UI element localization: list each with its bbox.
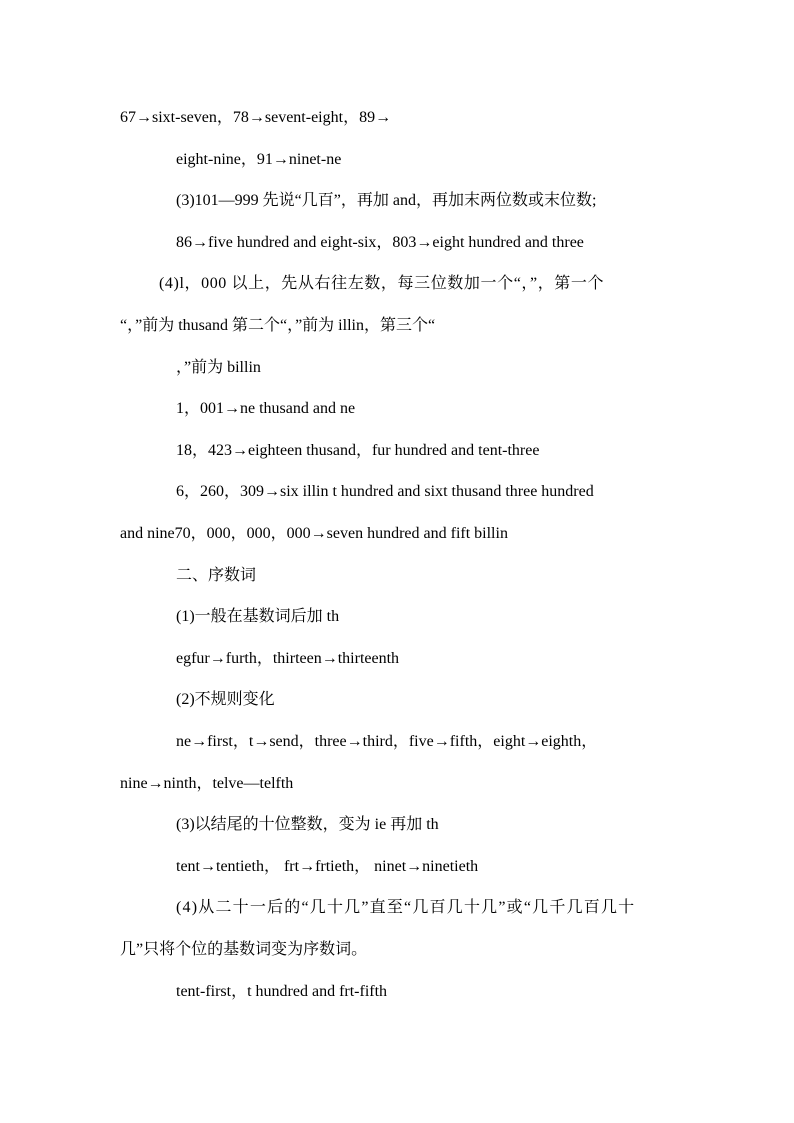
text-line-ordinal-rule-2: (2)不规则变化 (176, 691, 275, 708)
text-line-hundreds-examples: 86→five hundred and eight-six，803→eight hundred and three (176, 234, 584, 251)
text-line-ordinal-rule-3: (3)以结尾的十位整数，变为 ie 再加 th (176, 816, 439, 833)
section-heading-ordinals: 二、序数词 (176, 567, 257, 584)
text-line-eighteen-thousand-example: 18，423→eighteen thusand，fur hundred and tent-three (176, 442, 540, 459)
text-line-irregular-examples-2: nine→ninth，telve—telfth (120, 775, 294, 792)
text-line-ordinal-rule-1: (1)一般在基数词后加 th (176, 608, 340, 625)
text-line-tens-ordinal-examples: tent→tentieth， frt→frtieth， ninet→ninetieth (176, 858, 479, 875)
text-line-cardinal-examples-2: eight-nine，91→ninet-ne (176, 151, 342, 168)
text-line-ordinal-rule-4: (4)从二十一后的“几十几”直至“几百几十几”或“几千几百几十 (176, 899, 636, 916)
text-line-thousand-example: 1，001→ne thusand and ne (176, 400, 356, 417)
text-line-rule-3-hundreds: (3)101—999 先说“几百”，再加 and，再加末两位数或末位数; (176, 192, 597, 209)
text-line-million-example: 6，260，309→six illin t hundred and sixt thusand three hundred (176, 483, 594, 500)
text-line-ordinal-rule-1-example: egfur→furth，thirteen→thirteenth (176, 650, 400, 667)
text-line-cardinal-examples-1: 67→sixt-seven，78→sevent-eight，89→ (120, 109, 392, 126)
text-line-rule-4-continued: “，”前为 thusand 第二个“，”前为 illin，第三个“ (120, 317, 436, 334)
text-line-rule-4-billion: ，”前为 billin (176, 359, 261, 376)
text-line-ordinal-rule-4-continued: 几”只将个位的基数词变为序数词。 (120, 941, 368, 958)
text-line-billion-example: and nine70，000，000，000→seven hundred and fift billin (120, 525, 508, 542)
text-line-compound-ordinal-examples: tent-first，t hundred and frt-fifth (176, 983, 388, 1000)
text-line-rule-4-thousands: (4)l，000 以上，先从右往左数，每三位数加一个“，”，第一个 (159, 275, 605, 292)
text-line-irregular-examples-1: ne→first，t→send，three→third，five→fifth，eight→eighth， (176, 733, 598, 750)
